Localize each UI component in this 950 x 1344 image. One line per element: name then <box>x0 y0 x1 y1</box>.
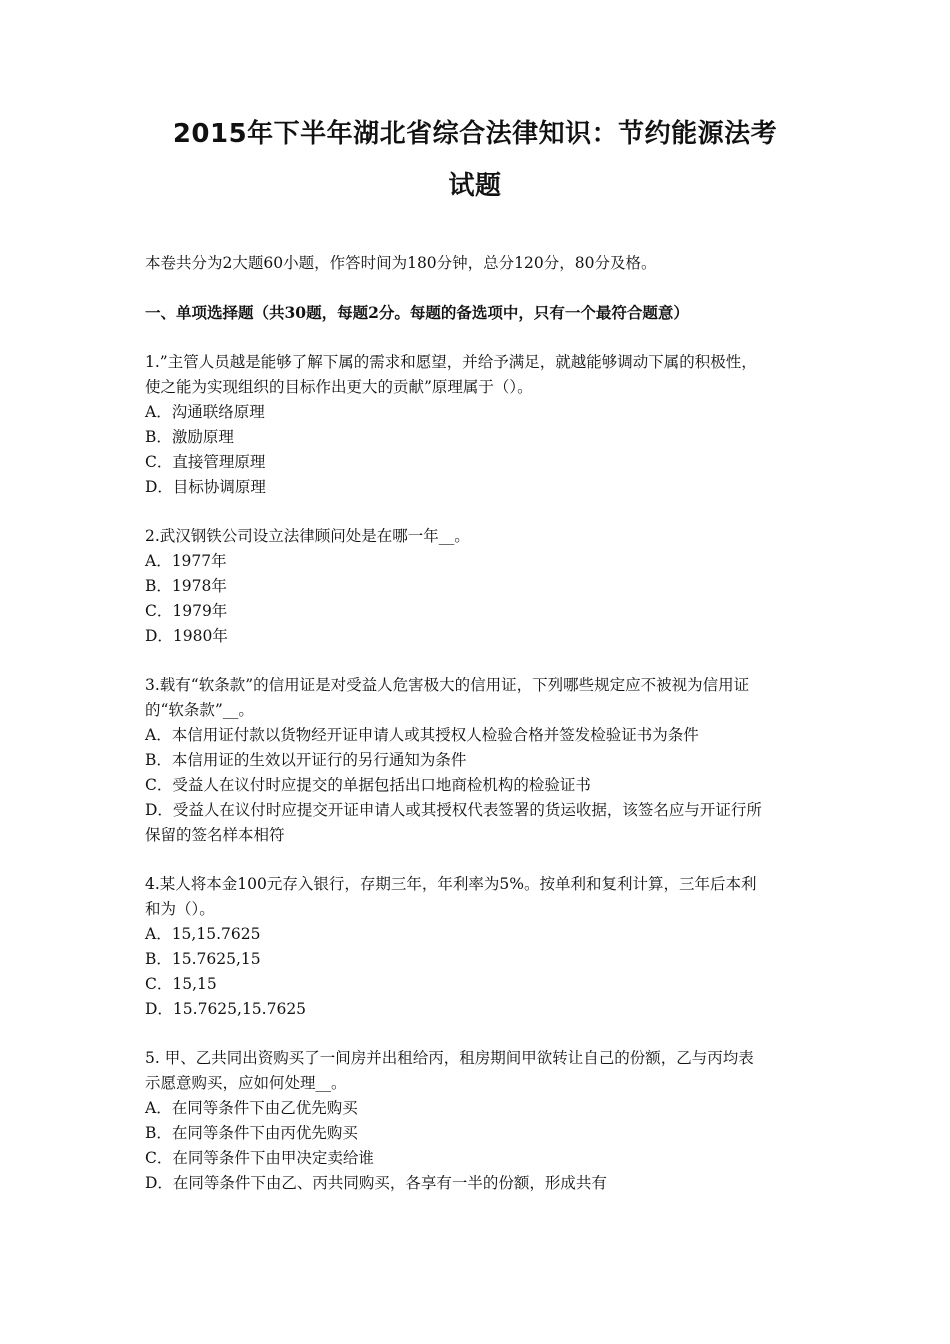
question-4-stem-line-1: 4.某人将本金100元存入银行，存期三年，年利率为5%。按单利和复利计算，三年后本利 <box>145 875 757 893</box>
question-1-stem-line-2: 使之能为实现组织的目标作出更大的贡献”原理属于（）。 <box>145 378 533 396</box>
question-5-option-c: C．在同等条件下由甲决定卖给谁 <box>145 1149 374 1167</box>
question-5-option-a: A．在同等条件下由乙优先购买 <box>145 1099 358 1117</box>
question-3-stem-line-1: 3.载有“软条款”的信用证是对受益人危害极大的信用证，下列哪些规定应不被视为信用证 <box>145 676 750 694</box>
question-4-option-d: D．15.7625,15.7625 <box>145 1000 307 1018</box>
question-3-option-b: B．本信用证的生效以开证行的另行通知为条件 <box>145 751 467 769</box>
title-line-1: 2015年下半年湖北省综合法律知识：节约能源法考 <box>172 119 778 149</box>
question-2-stem-line-1: 2.武汉钢铁公司设立法律顾问处是在哪一年__。 <box>145 527 470 545</box>
question-1-stem-line-1: 1.”主管人员越是能够了解下属的需求和愿望，并给予满足，就越能够调动下属的积极性， <box>145 353 757 371</box>
question-4-stem-line-2: 和为（）。 <box>145 900 215 918</box>
document-title <box>100 108 850 212</box>
question-5-option-b: B．在同等条件下由丙优先购买 <box>145 1124 358 1142</box>
question-5-option-d: D．在同等条件下由乙、丙共同购买，各享有一半的份额，形成共有 <box>145 1174 607 1192</box>
question-5-stem-line-1: 5. 甲、乙共同出资购买了一间房并出租给丙，租房期间甲欲转让自己的份额，乙与丙均表 <box>145 1049 754 1067</box>
question-4-option-b: B．15.7625,15 <box>145 950 261 968</box>
question-2-option-d: D．1980年 <box>145 627 228 645</box>
question-2-option-b: B．1978年 <box>145 577 227 595</box>
question-3-option-d-line-2: 保留的签名样本相符 <box>145 826 285 844</box>
section-heading: 一、单项选择题（共30题，每题2分。每题的备选项中，只有一个最符合题意） <box>145 303 689 322</box>
question-3-option-a: A．本信用证付款以货物经开证申请人或其授权人检验合格并签发检验证书为条件 <box>145 726 699 744</box>
question-5-stem-line-2: 示愿意购买，应如何处理__。 <box>145 1074 347 1092</box>
question-1-option-c: C．直接管理原理 <box>145 453 266 471</box>
question-3-stem-line-2: 的“软条款”__。 <box>145 701 254 719</box>
question-3-option-d-line-1: D．受益人在议付时应提交开证申请人或其授权代表签署的货运收据，该签名应与开证行所 <box>145 801 762 819</box>
question-4-option-a: A．15,15.7625 <box>145 925 261 943</box>
question-2-option-a: A．1977年 <box>145 552 227 570</box>
exam-intro: 本卷共分为2大题60小题，作答时间为180分钟，总分120分，80分及格。 <box>145 254 657 272</box>
question-1-option-d: D．目标协调原理 <box>145 478 266 496</box>
title-line-2: 试题 <box>448 171 502 201</box>
question-1-option-b: B．激励原理 <box>145 428 234 446</box>
question-2-option-c: C．1979年 <box>145 602 228 620</box>
question-4-option-c: C．15,15 <box>145 975 217 993</box>
question-3-option-c: C．受益人在议付时应提交的单据包括出口地商检机构的检验证书 <box>145 776 591 794</box>
question-1-option-a: A．沟通联络原理 <box>145 403 265 421</box>
